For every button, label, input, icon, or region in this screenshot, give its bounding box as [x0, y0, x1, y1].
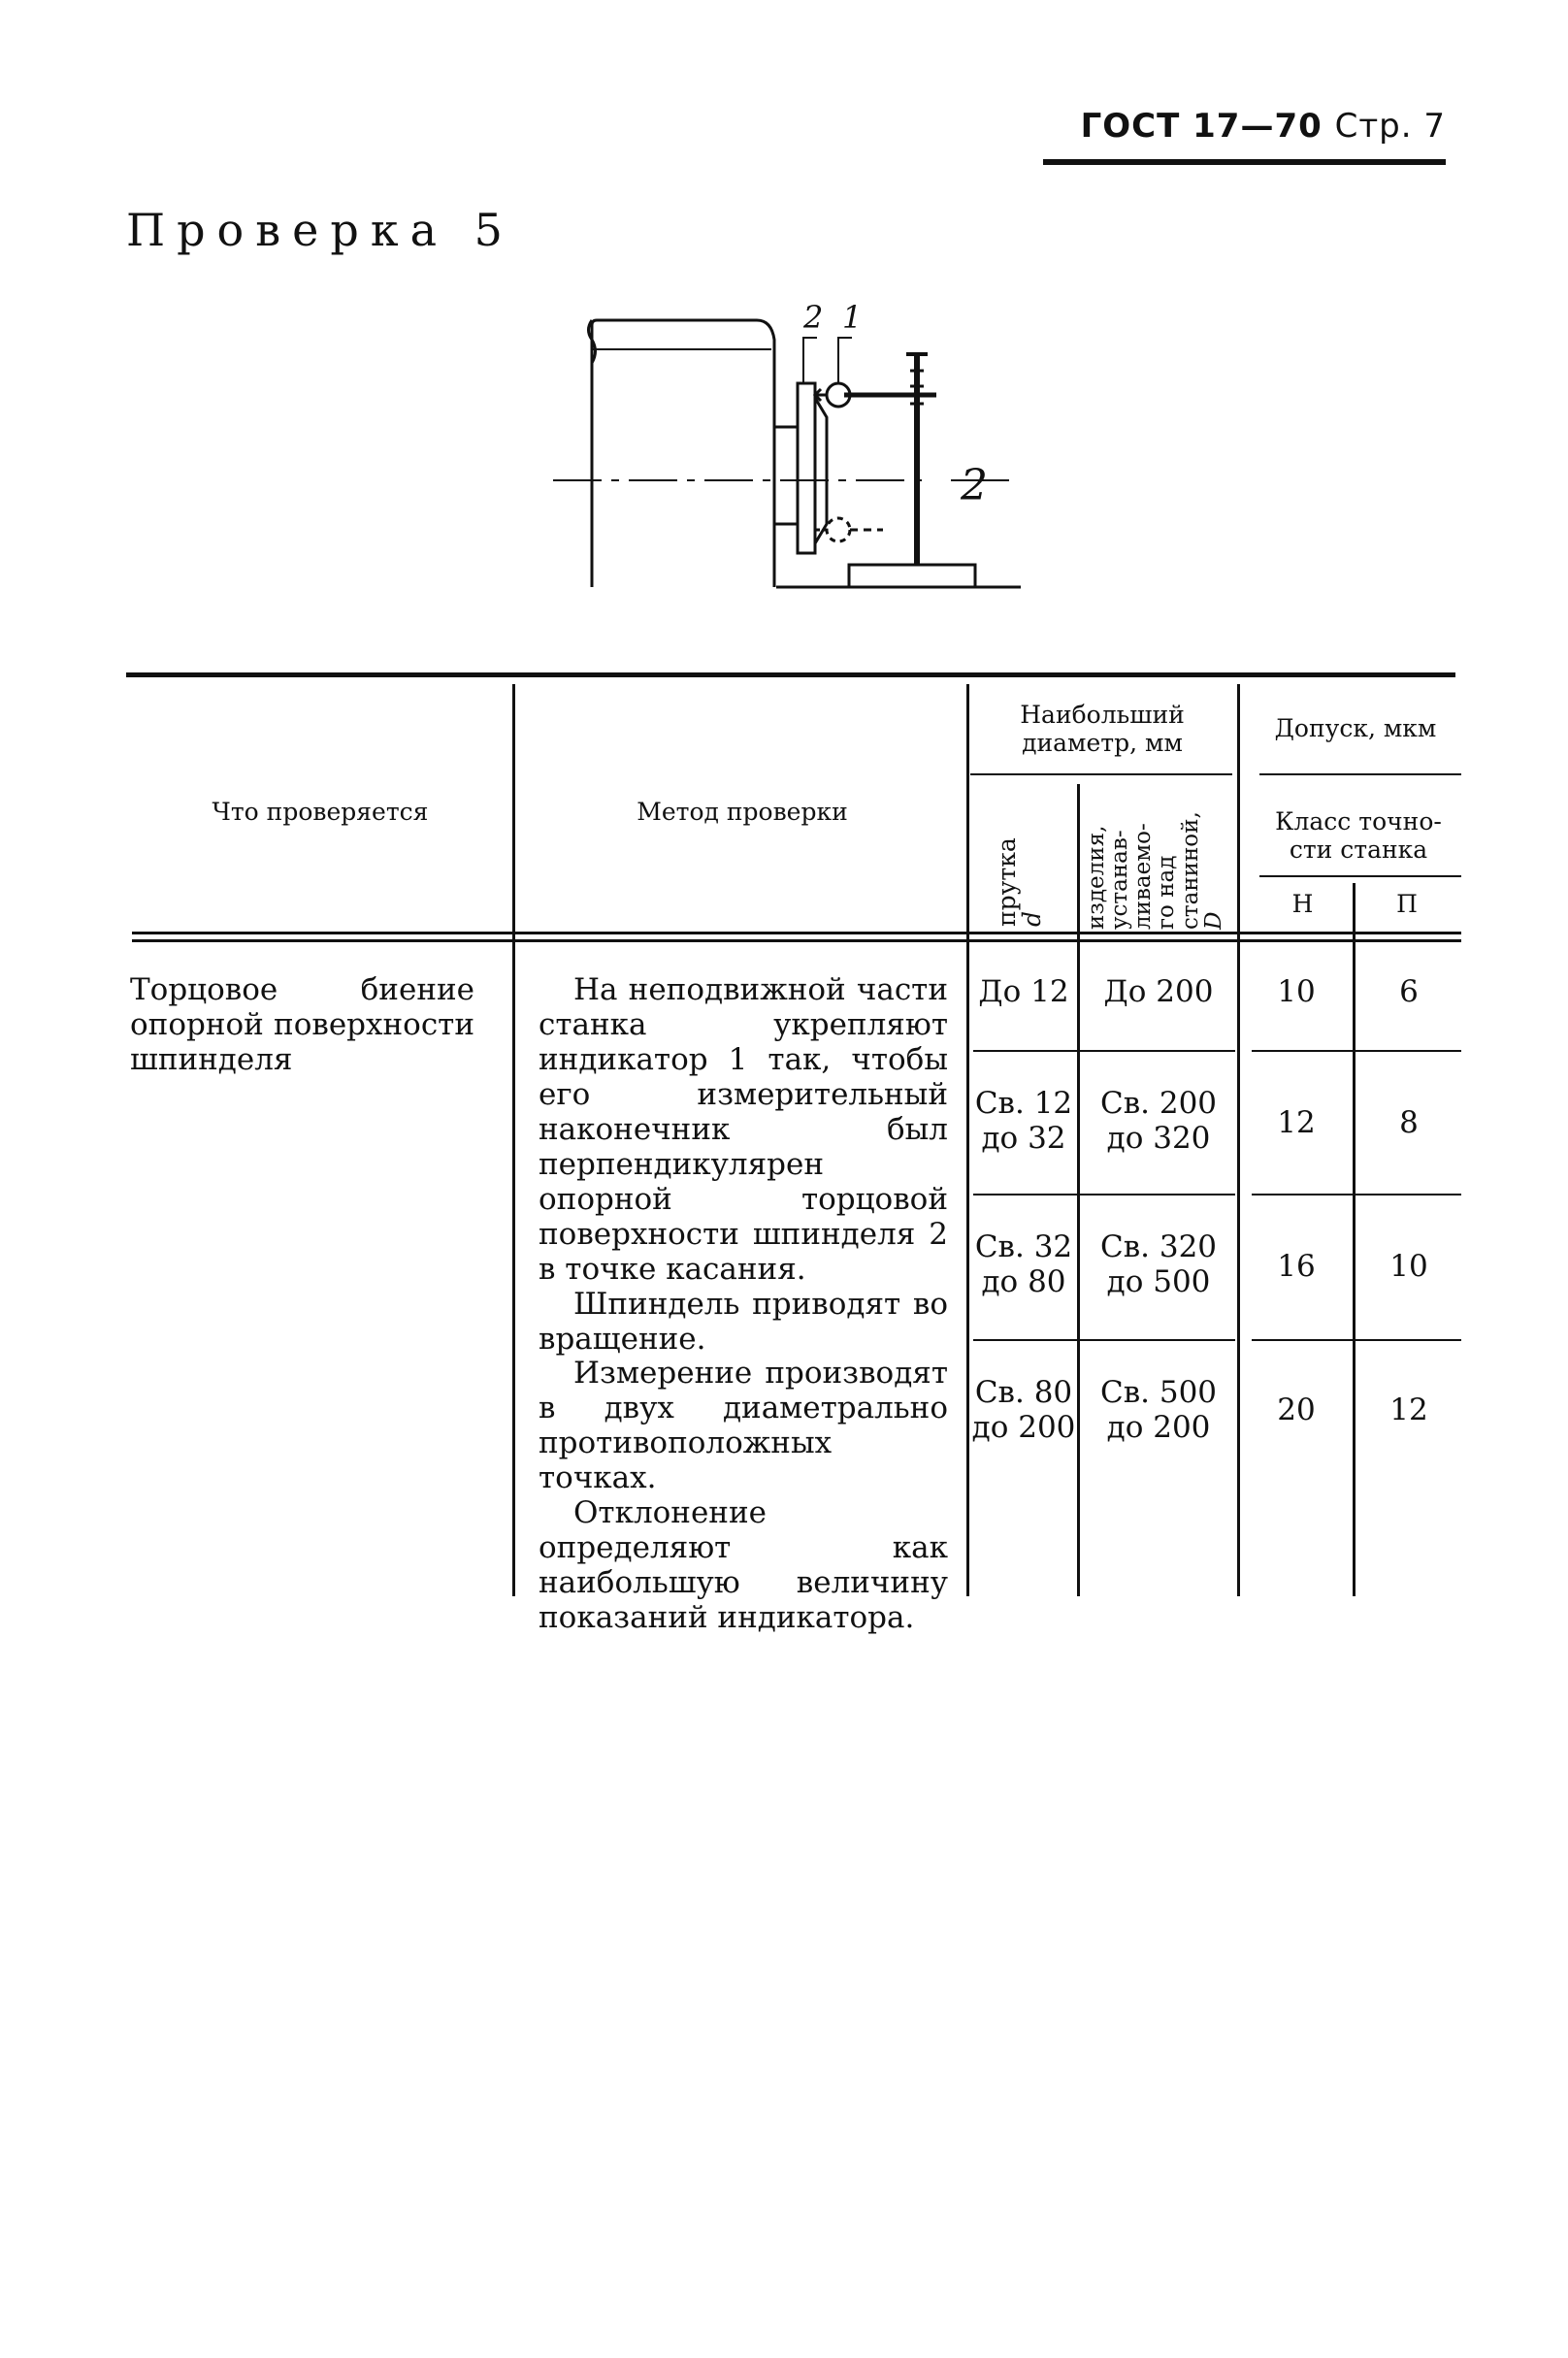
diagram-label-1: 1: [842, 299, 863, 336]
table-top-rule: [126, 672, 1455, 677]
row-4-workpiece: [1080, 1376, 1237, 1446]
row-3-workpiece-line: до 500: [1106, 1263, 1211, 1299]
row-3-workpiece: [1080, 1230, 1237, 1300]
row-3-rod-line: до 80: [981, 1263, 1066, 1299]
header-class-h: Н: [1291, 890, 1314, 918]
method-paragraph: Отклонение определяют как наибольшую величину показаний индикатора.: [539, 1495, 948, 1636]
method-paragraph: Измерение производят в двух диаметрально противоположных точках.: [539, 1356, 948, 1496]
header-workpiece-line-4: го над: [1154, 855, 1180, 930]
row-4-rod-line: до 200: [971, 1409, 1076, 1445]
header-what: Что проверяется: [212, 798, 429, 826]
row-4-p: 12: [1389, 1392, 1428, 1427]
row-4-rod-line: Св. 80: [974, 1375, 1073, 1410]
row-2-workpiece-line: до 320: [1106, 1120, 1211, 1156]
header-workpiece-line-2: устанав-: [1107, 830, 1133, 930]
row-3-h: 16: [1277, 1249, 1316, 1284]
header-rod-line-1: прутка: [993, 837, 1021, 927]
col-line-3: [1077, 784, 1080, 1596]
row-4-h: 20: [1277, 1392, 1316, 1427]
row-4-rod: [970, 1376, 1077, 1446]
row-sep-1b: [1252, 1050, 1461, 1052]
row-2-rod-line: до 32: [981, 1120, 1066, 1156]
header-workpiece-line-1: изделия,: [1084, 825, 1109, 930]
rotation-symbol: 2: [961, 461, 988, 510]
header-rule-2: [132, 939, 1461, 942]
row-sep-2b: [1252, 1194, 1461, 1195]
row-1-workpiece-line: До 200: [1103, 974, 1214, 1009]
page-number: Стр. 7: [1334, 107, 1446, 146]
row-3-rod: [970, 1230, 1077, 1300]
header-rod-line-2: d: [1018, 910, 1047, 927]
row-sep-3: [973, 1339, 1235, 1341]
header-workpiece-line-3: ливаемо-: [1130, 823, 1157, 930]
header-rule-1: [132, 932, 1461, 934]
row-2-workpiece: [1080, 1087, 1237, 1157]
row-1-workpiece: [1080, 975, 1237, 1010]
header-tolerance: Допуск, мкм: [1274, 714, 1437, 742]
header-class-line-1: Класс точно-: [1275, 807, 1442, 835]
class-subrule: [1259, 875, 1461, 877]
row-2-p: 8: [1399, 1105, 1419, 1140]
row-2-workpiece-line: Св. 200: [1099, 1086, 1218, 1121]
row-1-p: 6: [1399, 974, 1419, 1009]
row-2-rod: [970, 1087, 1077, 1157]
row-2-rod-line: Св. 12: [974, 1086, 1073, 1121]
row-1-rod-line: До 12: [978, 974, 1069, 1009]
method-text: [539, 973, 948, 1636]
check-title: Проверка 5: [126, 204, 514, 256]
row-3-p: 10: [1389, 1249, 1428, 1284]
row-sep-3b: [1252, 1339, 1461, 1341]
row-1-rod: [970, 975, 1077, 1010]
header-rod: [995, 837, 1046, 927]
what-checked: Торцовое биение опорной поверхности шпинделя: [130, 972, 474, 1077]
header-diameter: [970, 702, 1234, 758]
header-class-line-2: сти станка: [1289, 835, 1428, 864]
header-workpiece: [1085, 811, 1225, 930]
method-paragraph: Шпиндель приводят во вращение.: [539, 1286, 948, 1357]
row-sep-1: [973, 1050, 1235, 1052]
row-sep-2: [973, 1194, 1235, 1195]
col-line-1: [512, 684, 515, 1596]
header-class-p: П: [1396, 890, 1418, 918]
row-4-workpiece-line: Св. 500: [1099, 1375, 1218, 1410]
header-workpiece-line-6: D: [1200, 911, 1226, 930]
header-class: [1252, 808, 1465, 865]
row-3-rod-line: Св. 32: [974, 1229, 1073, 1264]
row-1-h: 10: [1277, 974, 1316, 1009]
header-diameter-line-1: Наибольший: [1020, 701, 1185, 729]
diagram-label-2: 2: [803, 299, 824, 336]
header-workpiece-line-5: станиной,: [1177, 811, 1203, 930]
standard-number: ГОСТ 17—70: [1080, 107, 1323, 146]
diameter-subrule: [970, 773, 1232, 775]
method-paragraph: На неподвижной части станка укрепляют индикатор 1 так, чтобы его измерительный наконечник был перпендикулярен опорной торцовой поверхности шпинделя 2 в точке касания.: [539, 972, 948, 1287]
row-4-workpiece-line: до 200: [1106, 1409, 1211, 1445]
tolerance-subrule: [1259, 773, 1461, 775]
header-method: Метод проверки: [637, 798, 848, 826]
row-2-h: 12: [1277, 1105, 1316, 1140]
col-line-2: [966, 684, 969, 1596]
header-diameter-line-2: диаметр, мм: [1022, 728, 1183, 757]
row-3-workpiece-line: Св. 320: [1099, 1229, 1218, 1264]
